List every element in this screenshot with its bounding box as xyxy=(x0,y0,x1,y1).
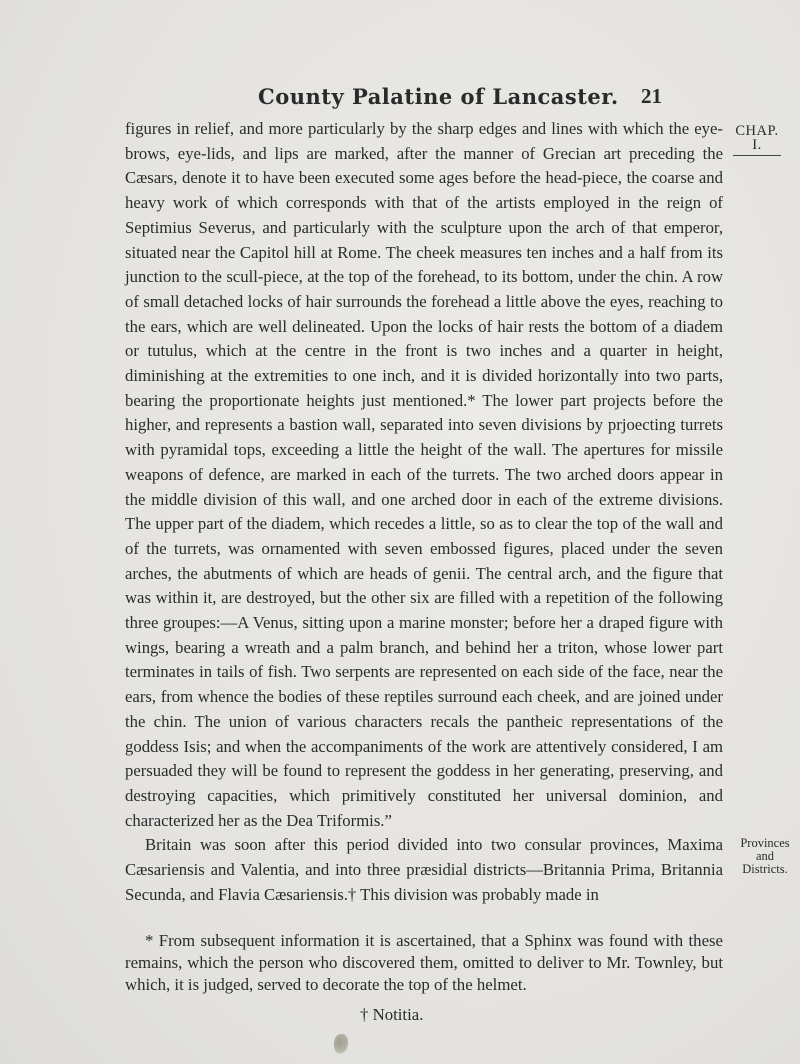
side-note-line-1: Provinces xyxy=(740,836,790,850)
paper-stain-mark xyxy=(334,1034,348,1054)
side-note-line-2: and xyxy=(755,849,775,863)
side-note-line-3: Districts. xyxy=(742,862,788,876)
body-paragraph-2: Britain was soon after this period divided into two consular provinces, Maxima Cæsariensis and Valentia, and into three præsidial districts—Britannia Prima, Britannia Secunda, and Flavia Cæsariensis.† This division was probably made in xyxy=(125,835,723,904)
chapter-margin-label xyxy=(732,124,782,156)
page-number: 21 xyxy=(641,84,662,108)
footnote-2-text: † Notitia. xyxy=(360,1005,424,1024)
footnote-1-text: * From subsequent information it is ascertained, that a Sphinx was found with these remains, which the person who discovered them, omitted to deliver to Mr. Townley, but which, it is judged, served to decorate the top of the helmet. xyxy=(125,931,723,994)
chap-rule-divider xyxy=(733,155,781,156)
running-head-title: County Palatine of Lancaster. xyxy=(258,84,619,109)
main-body-text xyxy=(125,117,723,908)
chap-number: I. xyxy=(752,137,762,153)
footnote-sphinx xyxy=(125,930,723,996)
body-paragraph-1: figures in relief, and more particularly by the sharp edges and lines with which the eye-brows, eye-lids, and lips are marked, after the manner of Grecian art preceding the Cæsars, denote it to have been executed some ages before the head-piece, the coarse and heavy work of which corresponds with that of the artists employed in the reign of Septimius Severus, and particularly with the sculpture upon the arch of that emperor, situated near the Capitol hill at Rome. The cheek measures ten inches and a half from its junction to the scull-piece, at the top of the forehead, to its bottom, under the chin. A row of small detached locks of hair surrounds the forehead a little above the eyes, reaching to the ears, which are well delineated. Upon the locks of hair rests the bottom of a diadem or tutulus, which at the centre in the front is two inches and a quarter in height, diminishing at the extremities to one inch, and it is divided horizontally into two parts, bearing the proportionate heights just mentioned.* The lower part projects before the higher, and represents a bastion wall, separated into seven divisions by prjoecting turrets with pyramidal tops, exceeding a little the height of the wall. The apertures for missile weapons of defence, are marked in each of the turrets. The two arched doors appear in the middle division of this wall, and one arched door in each of the extreme divisions. The upper part of the diadem, which recedes a little, so as to clear the top of the wall and of the turrets, was ornamented with seven embossed figures, placed under the seven arches, the abutments of which are heads of genii. The central arch, and the figure that was within it, are destroyed, but the other six are filled with a repetition of the following three groupes:—A Venus, sitting upon a marine monster; before her a draped figure with wings, bearing a wreath and a palm branch, and behind her a triton, whose lower part terminates in tails of fish. Two serpents are represented on each side of the face, near the ears, from whence the bodies of these reptiles surround each cheek, and are joined under the chin. The union of various characters recals the pantheic representations of the goddess Isis; and when the accompaniments of the work are attentively considered, I am persuaded they will be found to represent the goddess in her generating, preserving, and destroying capacities, which primitively constituted her universal dominion, and characterized her as the Dea Triformis.” xyxy=(125,119,723,830)
footnote-notitia xyxy=(125,1004,723,1026)
side-note-provinces xyxy=(732,837,798,876)
chap-label: CHAP. xyxy=(735,123,779,139)
